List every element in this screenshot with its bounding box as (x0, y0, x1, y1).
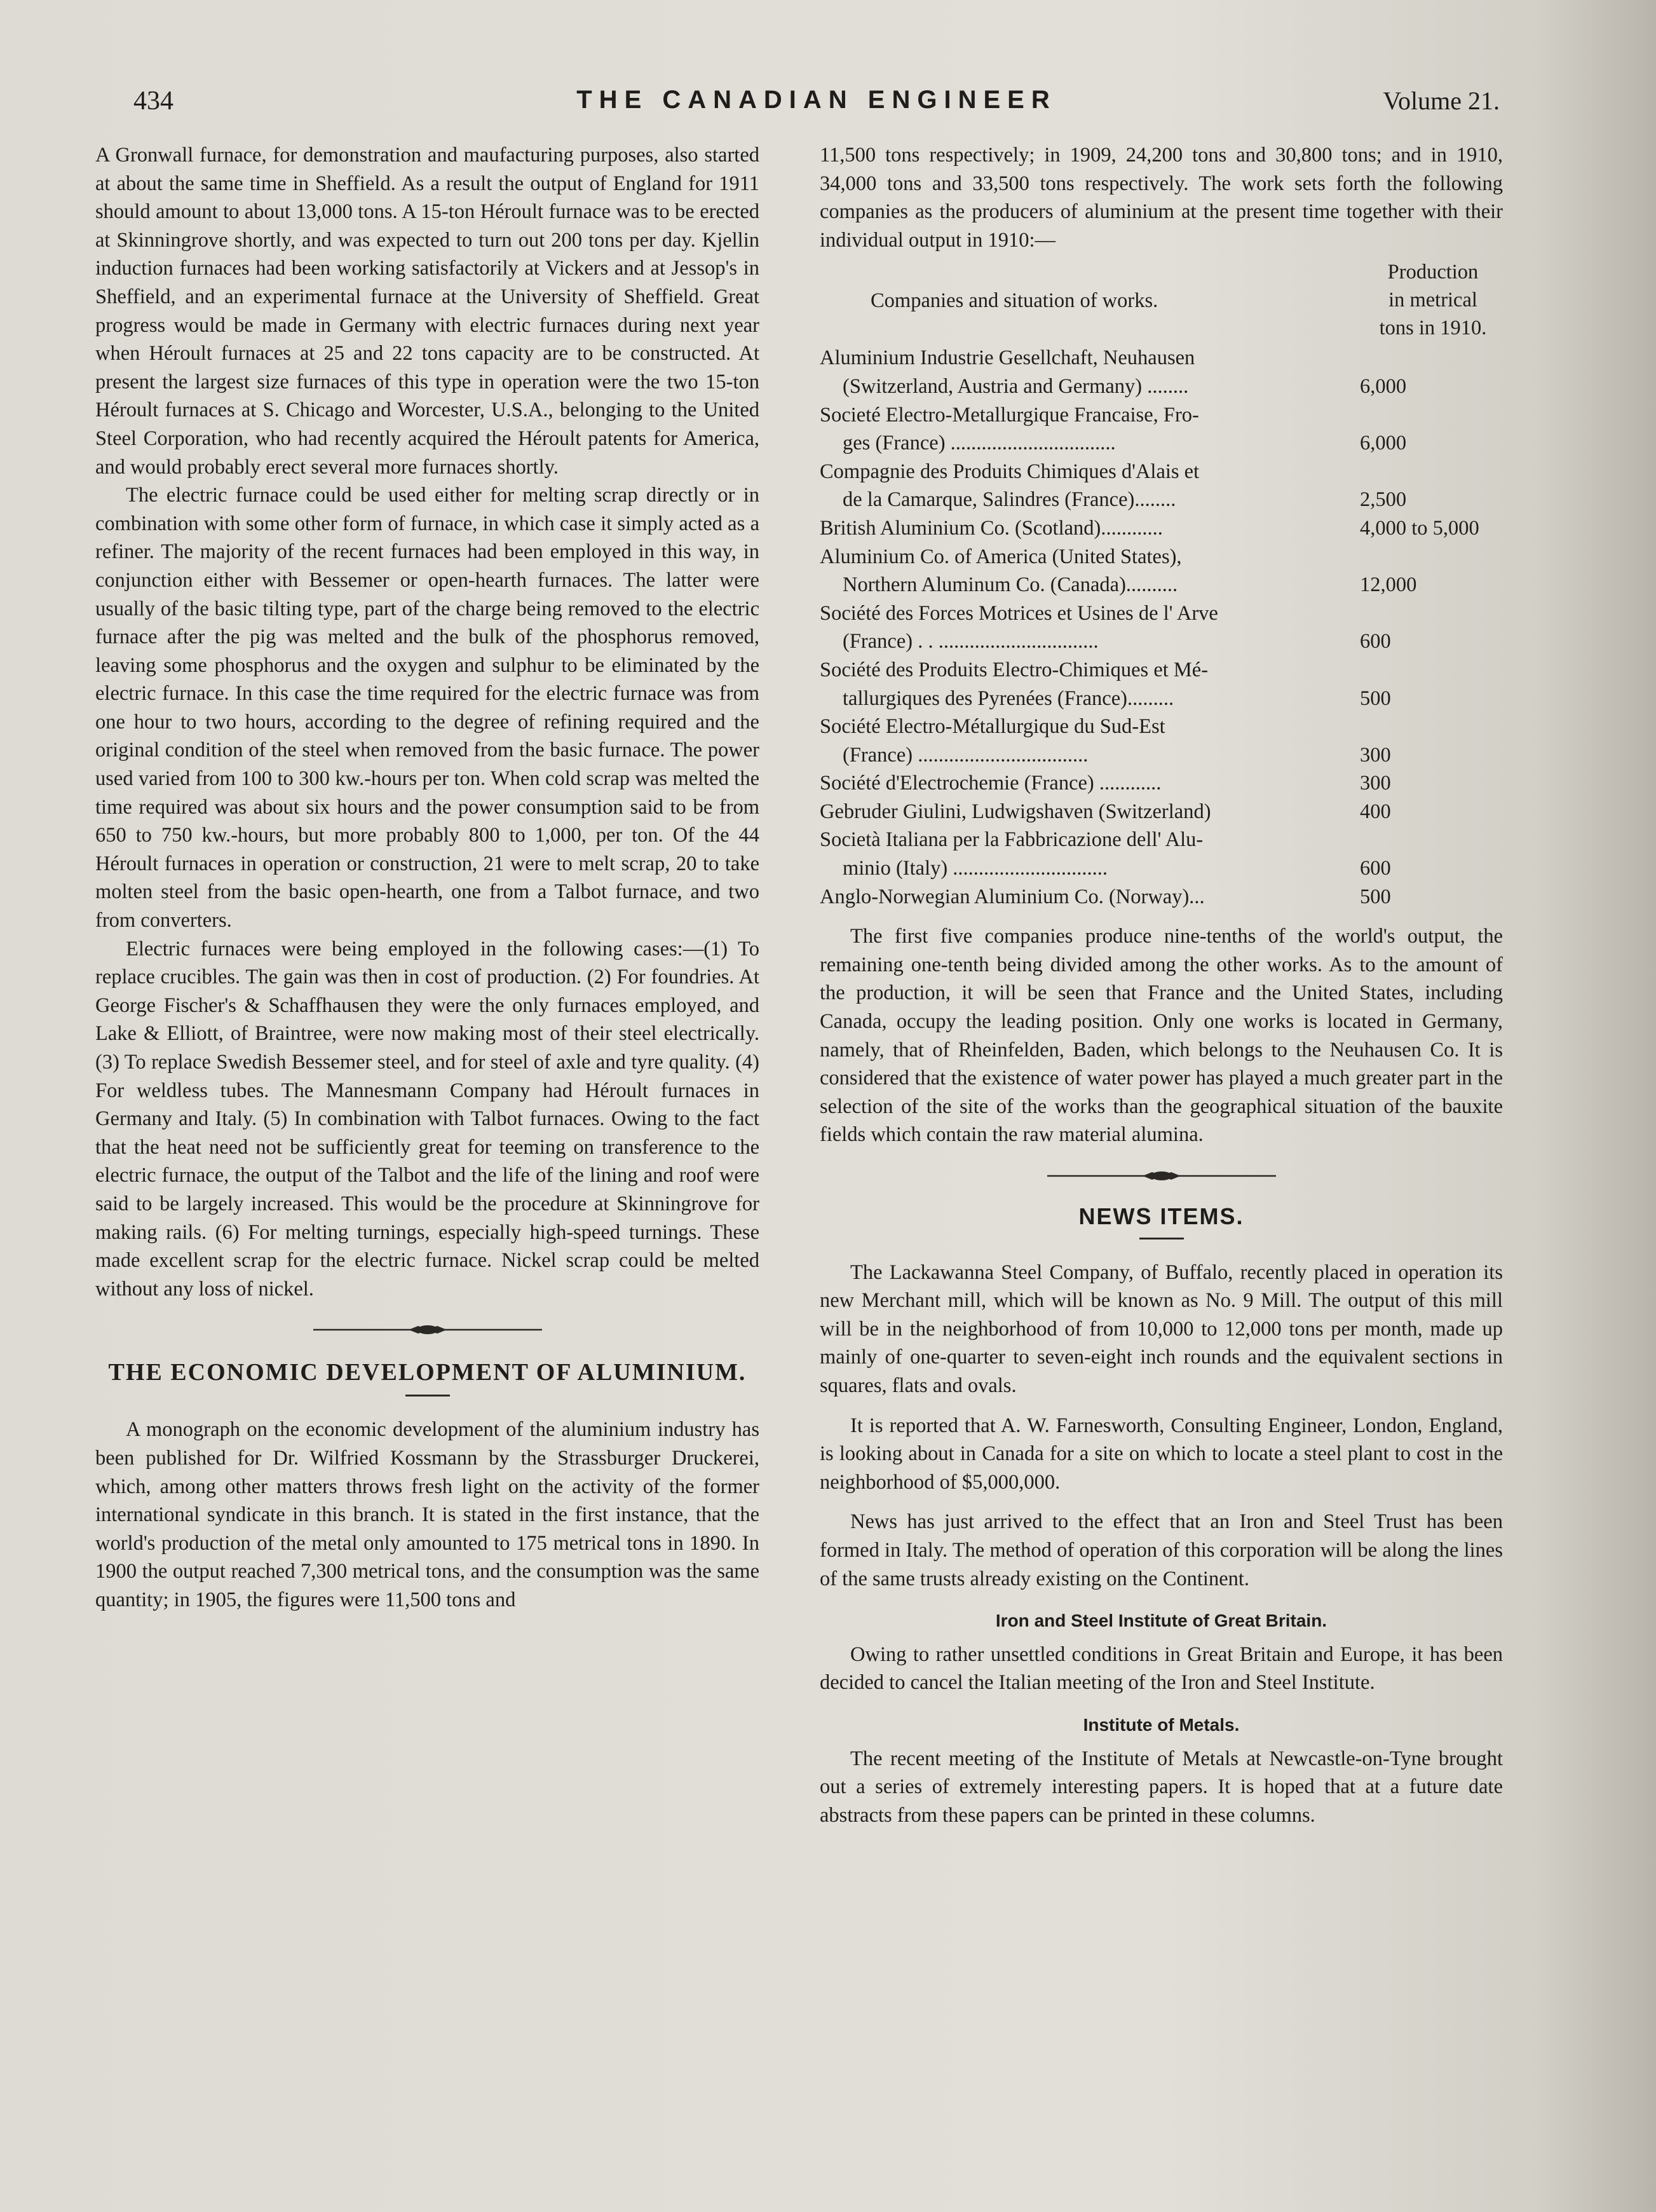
news-item: The recent meeting of the Institute of Metals at Newcastle-on-Tyne brought out a series of extremely interesting papers. It is hoped that at a future date abstracts from these papers can be printed in these columns. (820, 1747, 1503, 1827)
table-col-companies: Companies and situation of works. (871, 289, 1158, 313)
table-row: Aluminium Industrie Gesellchaft, Neuhausen (Switzerland, Austria and Germany) ........ 6,000 (820, 346, 1407, 398)
table-col-production: Production in metrical tons in 1910. (1379, 261, 1487, 340)
production-table (820, 344, 1503, 911)
table-row: Società Italiana per la Fabbricazione dell' Alu- minio (Italy) .............................. 600 (820, 828, 1391, 880)
table-row: Anglo-Norwegian Aluminium Co. (Norway)... 500 (820, 885, 1391, 908)
table-row: Société des Forces Motrices et Usines de l' Arve (France) . . ............................... 600 (820, 601, 1391, 653)
table-row: Gebruder Giulini, Ludwigshaven (Switzerland) 400 (820, 800, 1391, 823)
ornament-divider (313, 1323, 542, 1336)
table-header (820, 258, 1503, 344)
table-row: Aluminium Co. of America (United States), Northern Aluminum Co. (Canada).......... 12,000 (820, 545, 1417, 597)
paragraph: A monograph on the economic development of the aluminium industry has been published for Dr. Wilfried Kossmann by the Strassburger Druckerei, which, among other matters throws fresh light on the activity of the former international syndicate in this branch. It is stated in the first instance, that the world's production of the metal only amounted to 175 metrical tons in 1890. In 1900 the output reached 7,300 metrical tons, and the consumption was the same quantity; in 1905, the figures were 11,500 tons and (95, 1418, 759, 1611)
table-row: Societé Electro-Metallurgique Francaise, Fro- ges (France) ................................ 6,000 (820, 403, 1407, 455)
ornament-divider (1047, 1170, 1276, 1182)
paragraph: Electric furnaces were being employed in the following cases:—(1) To replace crucibles. The gain was then in cost of production. (2) For foundries. At George Fischer's & Schaffhausen they were the only furnaces employed, and Lake & Elliott, of Braintree, were now making most of their steel electrically. (3) To replace Swedish Bessemer steel, and for steel of axle and tyre quality. (4) For weldless tubes. The Mannesmann Company had Héroult furnaces in Germany and Italy. (5) In combination with Talbot furnaces. Owing to the fact that the heat need not be sufficiently great for teeming on transference to the electric furnace, the output of the Talbot and the life of the lining and roof were said to be largely increased. This would be the procedure at Skinningrove for making rails. (6) For melting turnings, especially high-speed turnings. These made excellent scrap for the electric furnace. Nickel scrap could be melted without any loss of nickel. (95, 937, 759, 1301)
title-rule (1139, 1238, 1184, 1239)
paragraph: The first five companies produce nine-tenths of the world's output, the remaining one-tenth being divided among the other works. As to the amount of the production, it will be seen that France and the United States, including Canada, occupy the leading position. Only one works is located in Germany, namely, that of Rheinfelden, Baden, which belongs to the Neuhausen Co. It is considered that the existence of water power has played a much greater part in the selection of the site of the works than the geographical situation of the bauxite fields which contain the raw material alumina. (820, 925, 1503, 1147)
news-item: It is reported that A. W. Farnesworth, Consulting Engineer, London, England, is looking about in Canada for a site on which to locate a steel plant to cost in the neighborhood of $5,000,000. (820, 1414, 1503, 1494)
paragraph: 11,500 tons respectively; in 1909, 24,200 tons and 30,800 tons; and in 1910, 34,000 tons and 33,500 tons respectively. The work sets forth the following companies as the producers of aluminium at the present time together with their individual output in 1910:— (820, 144, 1503, 252)
table-row: Compagnie des Produits Chimiques d'Alais et de la Camarque, Salindres (France)........ 2,500 (820, 460, 1407, 512)
news-item: The Lackawanna Steel Company, of Buffalo, recently placed in operation its new Merchant mill, which will be known as No. 9 Mill. The output of this mill will be in the neighborhood of from 10,000 to 12,000 tons per month, made up mainly of one-quarter to seven-eight inch rounds and the equivalent sections in squares, flats and ovals. (820, 1260, 1503, 1397)
table-row: Société Electro-Métallurgique du Sud-Est (France) ................................. 300 (820, 715, 1391, 767)
subheading: Iron and Steel Institute of Great Britain. (995, 1611, 1327, 1631)
table-row: Société des Produits Electro-Chimiques et Mé- tallurgiques des Pyrenées (France)......... 500 (820, 658, 1391, 710)
table-row: British Aluminium Co. (Scotland)............ 4,000 to 5,000 (820, 516, 1479, 540)
news-items-title: NEWS ITEMS. (1078, 1203, 1244, 1229)
news-item: News has just arrived to the effect that an Iron and Steel Trust has been formed in Italy. The method of operation of this corporation will be along the lines of the same trusts already existing on the Continent. (820, 1510, 1503, 1590)
paragraph: The electric furnace could be used either for melting scrap directly or in combination with some other form of furnace, in which case it simply acted as a refiner. The majority of the recent furnaces had been employed in this way, in conjunction either with Bessemer or open-hearth furnaces. The latter were usually of the basic tilting type, part of the charge being removed to the electric furnace after the pig was melted and the bulk of the phosphorus removed, leaving some phosphorus and the oxygen and sulphur to be eliminated by the electric furnace. In this case the time required for the electric furnace was from one hour to two hours, according to the degree of refining required and the original condition of the steel when removed from the basic furnace. The power used varied from 100 to 300 kw.-hours per ton. When cold scrap was melted the time required was about six hours and the power consumption said to be from 650 to 750 kw.-hours, but more probably 800 to 1,000, per ton. Of the 44 Héroult furnaces in operation or construction, 21 were to melt scrap, 20 to take molten steel from the basic open-hearth, one from a Talbot furnace, and two from converters. (95, 484, 759, 932)
paragraph: A Gronwall furnace, for demonstration and maufacturing purposes, also started at about the same time in Sheffield. As a result the output of England for 1911 should amount to about 13,000 tons. A 15-ton Héroult furnace was to be erected at Skinningrove shortly, and was expected to turn out 200 tons per day. Kjellin induction furnaces had been working satisfactorily at Vickers and at Jessop's in Sheffield, and an experimental furnace at the University of Sheffield. Great progress would be made in Germany with electric furnaces during next year when Héroult furnaces at 25 and 22 tons capacity are to be constructed. At present the largest size furnaces of this type in operation were the two 15-ton Héroult furnaces at S. Chicago and Worcester, U.S.A., belonging to the United Steel Corporation, who had recently acquired the Héroult patents for America, and would probably erect several more furnaces shortly. (95, 144, 759, 479)
table-row: Société d'Electrochemie (France) ............ 300 (820, 772, 1391, 795)
page-number: 434 (133, 86, 173, 116)
article-title: THE ECONOMIC DEVELOPMENT OF ALUMINIUM. (108, 1359, 747, 1386)
journal-title: THE CANADIAN ENGINEER (576, 86, 1057, 114)
page-header (133, 86, 1500, 124)
left-column (95, 141, 759, 1615)
right-column (820, 141, 1503, 1829)
volume-label: Volume 21. (1383, 86, 1500, 115)
title-rule (405, 1395, 450, 1396)
subheading: Institute of Metals. (1083, 1714, 1240, 1735)
news-item: Owing to rather unsettled conditions in Great Britain and Europe, it has been decided to cancel the Italian meeting of the Iron and Steel Institute. (820, 1642, 1503, 1695)
